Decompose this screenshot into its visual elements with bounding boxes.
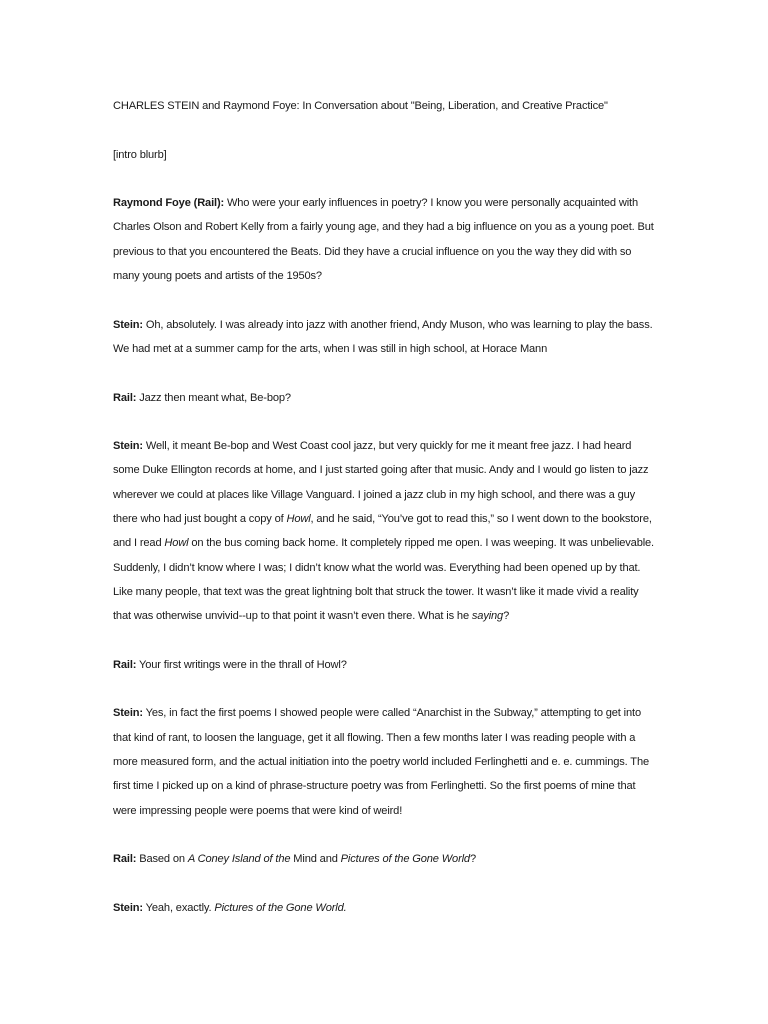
- speaker-label: Rail:: [113, 658, 137, 671]
- paragraph-text: Mind and: [290, 853, 341, 866]
- paragraph-text: Jazz then meant what, Be-bop?: [136, 391, 291, 404]
- italic-title: Pictures of the Gone World: [340, 853, 470, 866]
- paragraph-text: Your first writings were in the thrall of Howl?: [136, 658, 347, 671]
- document-body: [113, 94, 658, 944]
- dialogue-paragraph: [113, 386, 658, 410]
- dialogue-paragraph: [113, 434, 658, 628]
- italic-title: A Coney Island of the: [187, 853, 291, 866]
- paragraph-text: Who were your early influences in poetry? I know you were personally acquainted with Charles Olson and Robert Kelly from a fairly young age, and they had a big influence on you as a young poet. But previous to that you encountered the Beats. Did they have a crucial influence on you the way they did with so many young poets and artists of the 1950s?: [113, 197, 654, 283]
- speaker-label: Stein:: [113, 707, 143, 720]
- speaker-label: Rail:: [113, 391, 137, 404]
- speaker-label: Stein:: [113, 318, 143, 331]
- speaker-label: Stein:: [113, 440, 143, 453]
- paragraph-text: ?: [469, 853, 476, 866]
- dialogue-paragraph: [113, 847, 658, 871]
- paragraph-text: Yes, in fact the first poems I showed people were called “Anarchist in the Subway,” attempting to get into that kind of rant, to loosen the language, get it all flowing. Then a few months later I was reading people with a more measured form, and the actual initiation into the poetry world included Ferlinghetti and e. e. cummings. The first time I picked up on a kind of phrase-structure poetry was from Ferlinghetti. So the first poems of mine that were impressing people were poems that were kind of weird!: [113, 707, 649, 817]
- document-title: CHARLES STEIN and Raymond Foye: In Conversation about "Being, Liberation, and Creative Practice": [113, 100, 608, 112]
- paragraph-text: Oh, absolutely. I was already into jazz with another friend, Andy Muson, who was learning to play the bass. We had met at a summer camp for the arts, when I was still in high school, at Horace Mann: [113, 318, 653, 355]
- dialogue-paragraph: [113, 896, 658, 920]
- speaker-label: Stein:: [113, 901, 143, 914]
- paragraph-text: , and he said, “You’ve got to read this,” so I went down to the bookstore, and I read: [113, 513, 652, 550]
- italic-title: Howl: [286, 513, 311, 526]
- dialogue: [113, 191, 658, 920]
- paragraph-text: Based on: [136, 853, 188, 866]
- intro-placeholder: [intro blurb]: [113, 148, 167, 161]
- paragraph-text: Yeah, exactly.: [142, 901, 215, 914]
- dialogue-paragraph: [113, 701, 658, 822]
- italic-title: Pictures of the Gone World.: [214, 901, 347, 914]
- dialogue-paragraph: [113, 653, 658, 677]
- italic-title: saying: [471, 610, 504, 623]
- speaker-label: Rail:: [113, 853, 137, 866]
- italic-title: Howl: [164, 537, 189, 550]
- paragraph-text: on the bus coming back home. It completely ripped me open. I was weeping. It was unbelievable. Suddenly, I didn’t know where I was; I didn’t know what the world was. Everything had been opened up by that. Like many people, that text was the great lightning bolt that struck the tower. It wasn’t like it made vivid a reality that was otherwise unvivid--up to that point it wasn’t even there. What is he: [113, 537, 654, 623]
- paragraph-text: Well, it meant Be-bop and West Coast cool jazz, but very quickly for me it meant free jazz. I had heard some Duke Ellington records at home, and I just started going after that music. Andy and I would go listen to jazz wherever we could at places like Village Vanguard. I joined a jazz club in my high school, and there was a guy there who had just bought a copy of: [113, 440, 649, 526]
- speaker-label: Raymond Foye (Rail):: [113, 197, 225, 210]
- dialogue-paragraph: [113, 313, 658, 362]
- dialogue-paragraph: [113, 191, 658, 288]
- paragraph-text: ?: [503, 610, 510, 623]
